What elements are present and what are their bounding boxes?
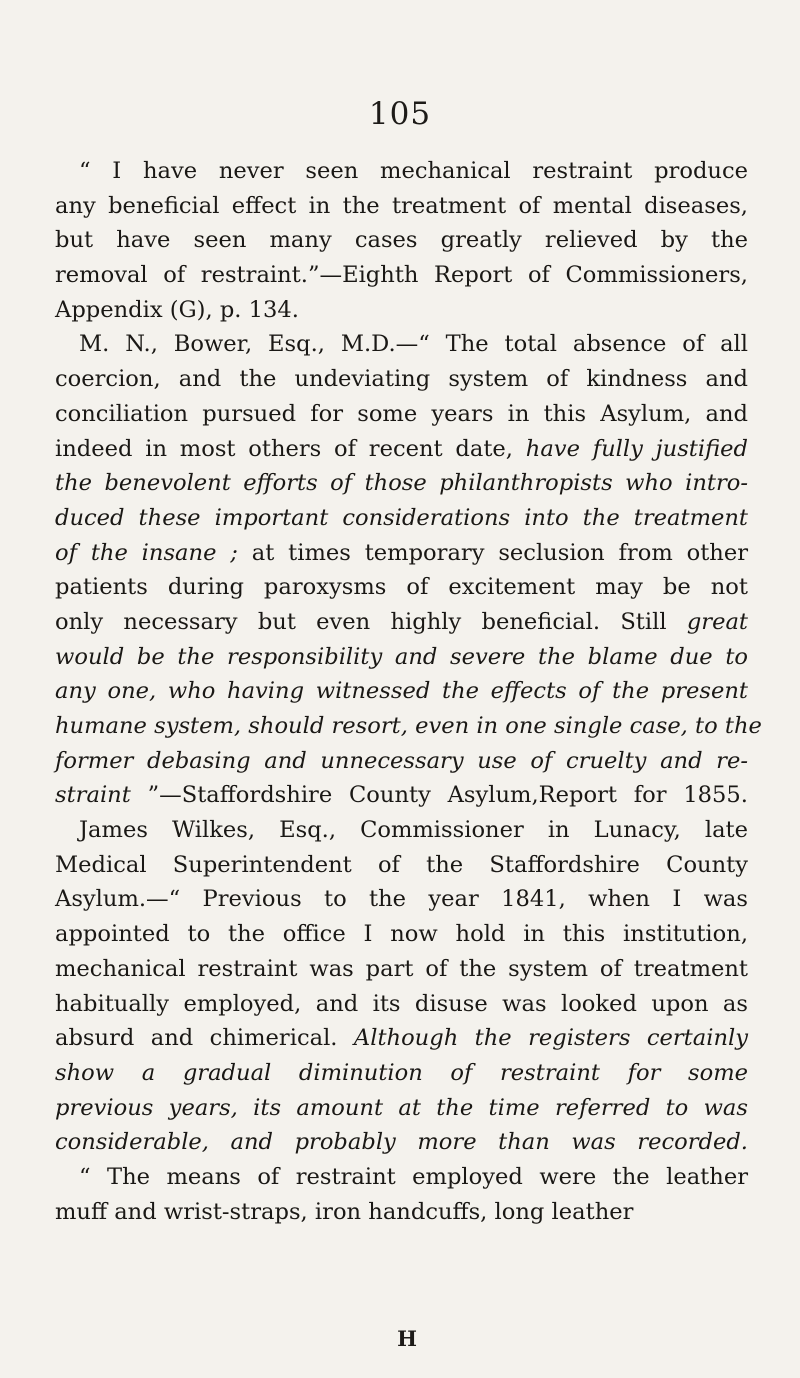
text-line xyxy=(55,1125,748,1160)
text-segment: “ I have never seen mechanical restraint produce xyxy=(79,158,748,184)
text-segment: Appendix (G), p. 134. xyxy=(55,296,299,323)
signature-mark: H xyxy=(397,1326,417,1351)
italic-text: the benevolent efforts of those philanthropists who intro- xyxy=(55,470,748,497)
italic-text: have fully justified xyxy=(525,435,748,462)
text-line xyxy=(55,432,748,467)
italic-text: previous years, its amount at the time referred to was xyxy=(55,1094,748,1121)
text-segment: M. N., Bower, Esq., M.D.—“ The total absence of all xyxy=(79,331,748,358)
text-segment: absurd and chimerical. xyxy=(55,1025,354,1052)
italic-text: great xyxy=(686,608,748,635)
text-line xyxy=(55,917,748,952)
text-segment: but have seen many cases greatly relieved by the xyxy=(55,227,748,254)
text-line xyxy=(55,778,748,813)
text-segment: indeed in most others of recent date, xyxy=(55,435,526,462)
text-line xyxy=(55,189,748,224)
italic-text: Although the registers certainly xyxy=(353,1025,748,1052)
page-number: 105 xyxy=(368,96,432,132)
text-line xyxy=(55,501,748,536)
italic-text: straint xyxy=(55,782,131,809)
italic-text: former debasing and unnecessary use of cruelty and re- xyxy=(55,747,748,774)
text-line xyxy=(55,397,748,432)
text-line xyxy=(55,1056,748,1091)
text-segment: any beneficial effect in the treatment of mental diseases, xyxy=(55,192,748,219)
italic-text: show a gradual diminution of restraint for some xyxy=(55,1059,748,1086)
body-text xyxy=(55,154,762,1229)
italic-text: duced these important considerations into the treatment xyxy=(55,504,748,531)
text-segment: conciliation pursued for some years in this Asylum, and xyxy=(55,400,748,427)
text-line xyxy=(55,1091,748,1126)
text-line xyxy=(55,952,748,987)
text-line xyxy=(55,848,748,883)
italic-text: any one, who having witnessed the effects of the present xyxy=(55,678,748,705)
text-segment: ”—Staffordshire County Asylum,Report for 1855. xyxy=(130,782,748,809)
text-line xyxy=(55,570,748,605)
italic-text: considerable, and probably more than was recorded. xyxy=(55,1129,748,1156)
text-line xyxy=(55,536,748,571)
text-line xyxy=(55,674,748,709)
text-line xyxy=(55,223,748,258)
text-line xyxy=(55,882,748,917)
text-line xyxy=(55,293,748,328)
text-line xyxy=(55,258,748,293)
text-line xyxy=(55,327,748,362)
text-segment: Medical Superintendent of the Staffordshire County xyxy=(55,851,748,878)
text-line xyxy=(55,709,762,744)
text-segment: muff and wrist-straps, iron handcuffs, long leather xyxy=(55,1198,634,1225)
text-line xyxy=(55,987,748,1022)
text-segment: “ The means of restraint employed were the leather xyxy=(79,1163,748,1190)
text-line xyxy=(55,1021,748,1056)
text-line xyxy=(55,813,748,848)
text-segment: patients during paroxysms of excitement may be not xyxy=(55,574,748,601)
italic-text: humane system, should resort, even in one single case, to the xyxy=(55,713,762,739)
text-line xyxy=(55,362,748,397)
text-line xyxy=(55,744,748,779)
italic-text: would be the responsibility and severe the blame due to xyxy=(55,643,748,670)
text-line xyxy=(55,640,748,675)
text-line xyxy=(55,1160,748,1195)
text-segment: James Wilkes, Esq., Commissioner in Lunacy, late xyxy=(79,817,748,844)
text-line xyxy=(55,1195,748,1230)
text-line xyxy=(55,605,748,640)
text-segment: removal of restraint.”—Eighth Report of Commissioners, xyxy=(55,262,748,289)
text-segment: appointed to the office I now hold in this institution, xyxy=(55,921,748,948)
text-segment: habitually employed, and its disuse was looked upon as xyxy=(55,990,748,1017)
text-segment: at times temporary seclusion from other xyxy=(237,539,749,566)
text-segment: Asylum.—“ Previous to the year 1841, when I was xyxy=(55,886,748,913)
italic-text: of the insane ; xyxy=(55,539,238,566)
text-line xyxy=(55,466,748,501)
text-segment: mechanical restraint was part of the system of treatment xyxy=(55,955,748,982)
text-segment: only necessary but even highly beneficial. Still xyxy=(55,608,687,635)
text-line xyxy=(55,154,748,189)
text-segment: coercion, and the undeviating system of kindness and xyxy=(55,366,748,393)
